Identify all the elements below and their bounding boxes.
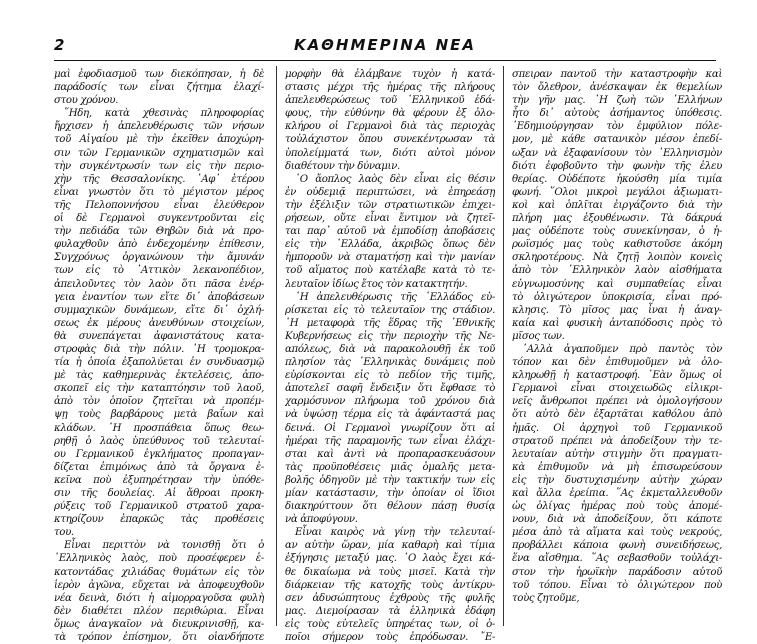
text-line: ἐν οὐδεμιᾷ περιπτώσει, νὰ ἐπηρεάσῃ: [285, 186, 495, 198]
text-line: θὰ συνεπάγεται ἀφανιστάτους κατα-: [54, 330, 264, 342]
text-line: τοῦ Αἰγαίου μὲ τὴν ἐκεῖθεν ἀποχώρη-: [54, 134, 264, 146]
text-line: ἱερὸν ἀγῶνα, εὔχεται νὰ ἀποφευχθοῦν: [54, 579, 264, 591]
text-line: διότι ἐφοβοῦντο τὴν φωνὴν τῆς ἐλευ: [512, 160, 722, 172]
text-line: ῞Ηδη, κατὰ χθεσινὰς πληροφορίας: [64, 108, 264, 120]
text-line: στου χρόνου.: [54, 95, 119, 107]
text-line: τὸν ὄλεθρον, ἀνέσκαψαν ἐκ θεμελίων: [512, 82, 722, 94]
text-line: δίζεται ἐπιμόνως ἀπὸ τὰ ὄργανα ἐ-: [54, 461, 264, 473]
text-line: κοὶ καὶ ὁπλῖται ἐιργάζοντο διὰ τὴν: [512, 199, 722, 211]
text-line: στροφὰς διὰ τὴν πόλιν. ῾Η τρομοκρα-: [54, 343, 264, 355]
text-line: ᾿Εδημιούργησαν τὸν ἐμφύλιον πόλε-: [512, 121, 722, 133]
text-line: ου Γερμανικοῦ ἐγκλήματος προπαγαν-: [54, 448, 264, 460]
text-line: τοὐλάχιστον ὅπου συνεκέντρωσαν τὰ: [285, 134, 495, 146]
text-line: στον τὴν ἡρωϊκὴν παράδοσιν αὐτοῦ: [512, 566, 722, 578]
text-line: βολῆς ὁδηγοῦν μὲ τὴν τακτικήν των εἰς: [285, 474, 495, 486]
text-line: εὐγνωμοσύνης καὶ συμπαθείας εἶναι: [512, 278, 722, 290]
text-line: σκληροτέρους. Νὰ ζητῇ λοιπὸν κονεὶς: [512, 252, 722, 264]
text-line: κλησις. Τὸ μῖσος μας ἶναι ἡ ἀναγ-: [512, 304, 722, 316]
text-line: γεια ἐναντίον των εἴτε δι᾿ ἀποβάσεων: [54, 291, 264, 303]
text-line: Κυβερνήσεως εἰς τὴν περιοχὴν τῆς Νε-: [285, 330, 495, 342]
text-line: ῾Η ἀπελευθέρωσις τῆς ῾Ελλάδος εὑ-: [295, 291, 495, 303]
text-line: ἀπελευθερώσεως τοῦ ῾Ελληνικοῦ ἐδά-: [285, 95, 495, 107]
text-line: συμμαχικῶν δυνάμεων, εἴτε δι᾿ ὀχλή-: [54, 304, 264, 316]
text-line: δὲν διαθέτει πλέον περιθώρια. Εἶναι: [54, 605, 264, 617]
text-line: μας. Διεμοίρασαν τὰ ἑλληνικὰ ἐδάφη: [285, 605, 495, 617]
text-line: ρήσεων, οὔτε εἶναι ἔντιμον νὰ ζητεῖ-: [285, 213, 495, 225]
text-line: διακηρύττουν ὅτι θέλουν πάσῃ θυσίᾳ: [285, 501, 495, 513]
text-line: τῆς Πελοποννήσου εἶναι ἐλεύθερον: [54, 199, 264, 211]
text-line: πλήρη μας ἐξουθένωσιν. Τὰ δάκρυά: [512, 213, 722, 225]
text-line: μέσα ἀπὸ τὰ αἵματα καὶ τοὺς νεκρούς,: [512, 527, 722, 539]
text-line: ποῖοι σήμερον τοὺς ἐπρόδωσαν. ῎Ε-: [285, 632, 495, 644]
text-line: ὡς ὀλίγας ἡμέρας ποὺ τοὺς ἀπομέ-: [512, 501, 722, 513]
text-line: χὴν τῆς Θεσσαλονίκης. ᾿Αφ᾿ ἑτέρου: [54, 173, 264, 185]
text-line: τόπον και δὲν ἐπιθυμοῦμεν νὰ ὁλο-: [512, 357, 722, 369]
page-header: [54, 36, 716, 58]
text-line: εἰς τὴν δυστυχισμένην αὐτὴν χώραν: [512, 474, 722, 486]
text-line: οἱ δὲ Γερμανοὶ συγκεντροῦνται εἰς: [54, 213, 264, 225]
text-line: τοῦ αἵματος ποὺ κατέλαβε κατὰ τὸ τε-: [285, 265, 495, 277]
page-number: 2: [54, 36, 65, 54]
text-line: νεῖς ἄνθρωποι πρέπει νὰ ὁμολογήσουν: [512, 396, 722, 408]
text-line: ᾿Αλλὰ ἀγαποῦμεν πρὸ παντὸς τὸν: [522, 343, 722, 355]
text-line: κλήρου οἱ Γερμανοὶ διὰ τὰς περιοχὰς: [285, 121, 495, 133]
text-line: ἦτο δι᾿ αὐτοὺς ἀσήμαντος ὑπόθεσις.: [512, 108, 722, 120]
text-line: σεως ἐκ μέρους ἀνευθύνων στοιχείων,: [54, 317, 264, 329]
text-line: σιν τῶν Γερμανικῶν σχηματισμῶν καὶ: [54, 147, 264, 159]
text-line: ὅμως ἀναγκαῖον νὰ διευκρινισθῇ, κα-: [54, 618, 264, 630]
text-line: σεν ἀδυσώπητους ἐχθροὺς τῆς φυλῆς: [285, 592, 495, 604]
text-line: ρωϊσμός μας τοὺς καθιστοῦσε ἀκόμη: [512, 239, 722, 251]
text-line: μῖσος των.: [512, 330, 565, 342]
text-line: ἠμποροῦν νὰ σταματήσῃ καὶ τὴν μανίαν: [285, 252, 495, 264]
text-line: τὰ τρόπον ἐπίσημον, ὅτι οἱανδήποτε: [54, 632, 264, 644]
text-line: Εἶναι περιττὸν νὰ τονισθῇ ὅτι ὁ: [64, 540, 264, 552]
text-line: ἡμᾶς. Οἱ ἀρχηγοὶ τοῦ Γερμανικοῦ: [512, 422, 722, 434]
text-line: πλησίον τὰς ῾Ελληνικὰς δυνάμεις ποὺ: [285, 357, 495, 369]
text-line: ρύξεις τοῦ Γερμανικοῦ στρατοῦ χαρα-: [54, 501, 264, 513]
text-line: σπειραν παντοῦ τὴν καταστροφὴν καὶ: [512, 69, 722, 80]
text-line: χαρμόσυνον πλήρωμα τοῦ χρόνου διὰ: [285, 396, 495, 408]
text-line: μας οὐδέποτε τοὺς συνεκίνησαν, ὁ ἡ-: [512, 226, 722, 238]
text-line: απόλεως, διὰ νὰ παρακολουθῇ ἐκ τοῦ: [285, 343, 495, 355]
text-line: μορφὴν θὰ ἐλάμβανε τυχὸν ἡ κατά-: [285, 69, 495, 80]
text-line: στρατοῦ πρέπει νὰ ἀποδείξουν τὴν τε-: [512, 435, 722, 447]
text-line: κεῖνα ποὺ ἐξυπηρέτησαν τὴν ὑπόθε-: [54, 474, 264, 486]
column-3: [512, 68, 722, 605]
text-line: ρηθῇ ὁ λαὸς ὑπεύθυνος τοῦ τελευταί-: [54, 435, 264, 447]
text-line: μον, μὲ κάθε σατανικὸν μέσον ἐπεδί-: [512, 134, 722, 146]
text-line: τὴν συγκέντρωσίν των εἰς τὴν περιο-: [54, 160, 264, 172]
text-line: σιν τῆς δουλείας. Αἱ ἄθροαι προκη-: [54, 488, 264, 499]
text-line: ἀποτελεῖ σαφῆ ἔνδειξιν ὅτι ἔφθασε τὸ: [285, 383, 495, 395]
text-line: προβάλλει κάποια φωνὴ συνειδήσεως,: [512, 540, 722, 552]
text-line: ται παρ᾿ αὐτοῦ νὰ ἐμποδίσῃ ἀποβάσεις: [285, 226, 495, 238]
text-line: κτηρίζουν ἐπαρκῶς τὰς προθέσεις: [54, 514, 264, 526]
text-line: παράδοσίς των εἶναι ζήτημα ἐλαχί-: [54, 82, 264, 94]
text-line: καὶ ἄλλα ἐρείπια. ῞Ας ἐκμεταλλευθοῦν: [512, 488, 722, 499]
text-line: των εἰς τὸ ᾿Αττικὸν λεκανοπέδιον,: [54, 265, 264, 277]
text-line: ψῃ τοὺς βαρβάρους μετὰ βαΐων καὶ: [54, 409, 264, 421]
text-line: φωνή. ῞Ολοι μικροὶ μεγάλοι ἀξιωματι-: [512, 186, 722, 198]
text-line: εἰς τὴν ῾Ελλάδα, ἀκριβῶς ὅπως δὲν: [285, 239, 495, 251]
text-line: τὴν γῆν μας. ῾Η ζωὴ τῶν ῾Ελλήνων: [512, 95, 722, 107]
text-line: λευταῖον ἰδίως ἔτος τὸν κατακτητήν.: [285, 278, 468, 290]
masthead: ΚΑΘΗΜΕΡΙΝΑ ΝΕΑ: [293, 36, 477, 54]
text-line: ἀπειλοῦντες τὸν λαὸν ὅτι πᾶσα ἐνέρ-: [54, 278, 264, 290]
text-line: τὰς προϋποθέσεις μιᾶς ὁμαλῆς μετα-: [285, 461, 495, 473]
text-line: ωξαν νὰ ἐξαφανίσουν τὸν ῾Ελληνισμὸν: [512, 147, 722, 159]
text-line: Συγχρόνως ὀργανώνουν τὴν ἄμυνάν: [54, 252, 264, 264]
text-line: σται καὶ ἀντὶ νὰ προπαρασκευάσουν: [285, 448, 495, 460]
text-line: τὸ ὀλιγώτερον ὑποκρισία, εἶναι πρό-: [512, 291, 722, 303]
text-line: ῾Ο ἄοπλος λαὸς δὲν εἶναι εἰς θέσιν: [295, 173, 495, 185]
text-line: κὰ ἐπιθυμοῦν νὰ μὴ ἐπισωρεύσουν: [512, 461, 722, 473]
text-line: ἤρχισεν ἡ ἀπελευθέρωσις τῶν νήσων: [54, 121, 264, 133]
text-line: καία καὶ φυσικὴ ἀνταπόδοσις πρὸς τὸ: [512, 317, 722, 329]
text-line: τοὺς ζητοῦμε,: [512, 592, 580, 604]
text-line: ἡμέραι τῆς παραμονῆς των εἶναι ἐλάχι-: [285, 435, 495, 447]
text-line: ῾Ελληνικὸς λαὸς, ποὺ προσέφερεν ἑ-: [54, 553, 264, 565]
text-line: Εἶναι καιρὸς νὰ γίνῃ τὴν τελευταί-: [295, 527, 495, 539]
text-line: του.: [54, 527, 74, 539]
text-line: ἕνα αἴσθημα. ῞Ας σεβασθοῦν τοὐλάχι-: [512, 553, 722, 565]
text-line: ῾Η μεταφορὰ τῆς ἕδρας τῆς ᾿Εθνικῆς: [285, 317, 495, 329]
text-line: μαὶ ἐφοδιασμοῦ των διεκόπησαν, ἡ δὲ: [54, 69, 264, 80]
text-line: λευταίαν αὐτὴν στιγμὴν ὅτι πραγματι-: [512, 448, 722, 460]
text-line: ἀπὸ τὸν ὁποῖον ζητεῖται νὰ προπέμ-: [54, 396, 264, 408]
text-line: μὲ τὰς καθημερινὰς ἐκτελέσεις, ἀπο-: [54, 370, 264, 382]
text-line: κληρωθῇ ἡ καταστροφή. ᾿Εὰν ὅμως οἱ: [512, 370, 722, 382]
text-line: νὰ ἀποφύγουν.: [285, 514, 358, 526]
text-line: νέα δεινὰ, διότι ἡ αἱμορραγοῦσα φυλὴ: [54, 592, 264, 604]
text-line: εἶναι γνωστὸν ὅτι τὸ μέγιστον μέρος: [54, 186, 264, 198]
text-line: θε δικαίωμα νὰ τοὺς μισεῖ. Κατὰ τὴν: [285, 566, 495, 578]
column-2: [285, 68, 495, 644]
text-line: εἰς τοὺς εὐτελεῖς ὑπηρέτας των, οἱ ὁ-: [285, 618, 495, 630]
text-line: νουν, διὰ νὰ ἀποδείξουν, ὅτι κάποτε: [512, 514, 722, 526]
text-line: ρίσκεται εἰς τὸ τελευταῖον της στάδιον.: [285, 304, 495, 316]
text-line: τοῦ τόπου. Εἶναι τὸ ὀλιγώτερον ποὺ: [512, 579, 722, 591]
text-line: ὑπολείμματά των, διότι αὐτοὶ μόνον: [285, 147, 495, 159]
text-line: κλάδων. ῾Η προσπάθεια ὅπως θεω-: [54, 422, 264, 434]
text-line: ὅτι αὐτὸ δὲν ἐξαρτᾶται καθόλου ἀπὸ: [512, 409, 722, 421]
text-line: ἀπὸ τὸν ῾Ελληνικὸν λαὸν αἰσθήματα: [512, 265, 722, 277]
text-line: φυλαχθοῦν ἀπὸ ἐνδεχομένην ἐπίθεσιν,: [54, 239, 264, 251]
text-line: διάρκειαν τῆς κατοχῆς τοὺς ἀντίκρυ-: [285, 579, 495, 591]
text-line: δεινά. Οἱ Γερμανοὶ γνωρίζουν ὅτι αἱ: [285, 422, 495, 434]
text-line: τὴν πεδιάδα τῶν Θηβῶν διὰ νὰ προ-: [54, 226, 264, 238]
text-line: εὑρίσκονται εἰς τὸ πεδίον τῆς τιμῆς,: [285, 370, 495, 382]
column-divider-1: [276, 66, 277, 626]
text-line: σκοπεῖ εἰς τὴν καταπτόησιν τοῦ λαοῦ,: [54, 383, 264, 395]
text-line: φους, τὴν εὐθύνην θὰ φέρουν ἐξ ὁλο-: [285, 108, 495, 120]
text-line: αν αὐτὴν ὥραν, μία καθαρὴ καὶ τίμια: [285, 540, 495, 552]
header-rule: [54, 60, 716, 61]
text-line: τία ἡ ὁποία ἐξαπολύεται ἐν συνδυασμῷ: [54, 357, 264, 369]
text-line: μίαν κατάστασιν, τὴν ὁποίαν οἱ ἴδιοι: [285, 488, 495, 499]
text-line: στασις μέχρι τῆς ἡμέρας τῆς πλήρους: [285, 82, 495, 94]
text-line: θερίας. Οὐδέποτε ἠκούσθη μία τιμία: [512, 173, 722, 185]
text-line: Γερμανοὶ εἶναι στοιχειωδῶς εἰλικρι-: [512, 383, 722, 395]
column-divider-2: [503, 66, 504, 626]
text-line: διαθέτουν τὴν δύναμιν.: [285, 160, 400, 172]
text-line: ἐξήγησις μεταξύ μας. ῾Ο λαὸς ἔχει κά-: [285, 553, 495, 565]
column-1: [54, 68, 264, 644]
text-line: νὰ ὑψώσῃ τέρμα εἰς τὰ ἀφάνταστά μας: [285, 409, 495, 421]
text-line: τὴν ἐξέλιξιν τῶν στρατιωτικῶν ἐπιχει-: [285, 199, 495, 211]
text-line: κατοντάδας χιλιάδας θυμάτων εἰς τὸν: [54, 566, 264, 578]
